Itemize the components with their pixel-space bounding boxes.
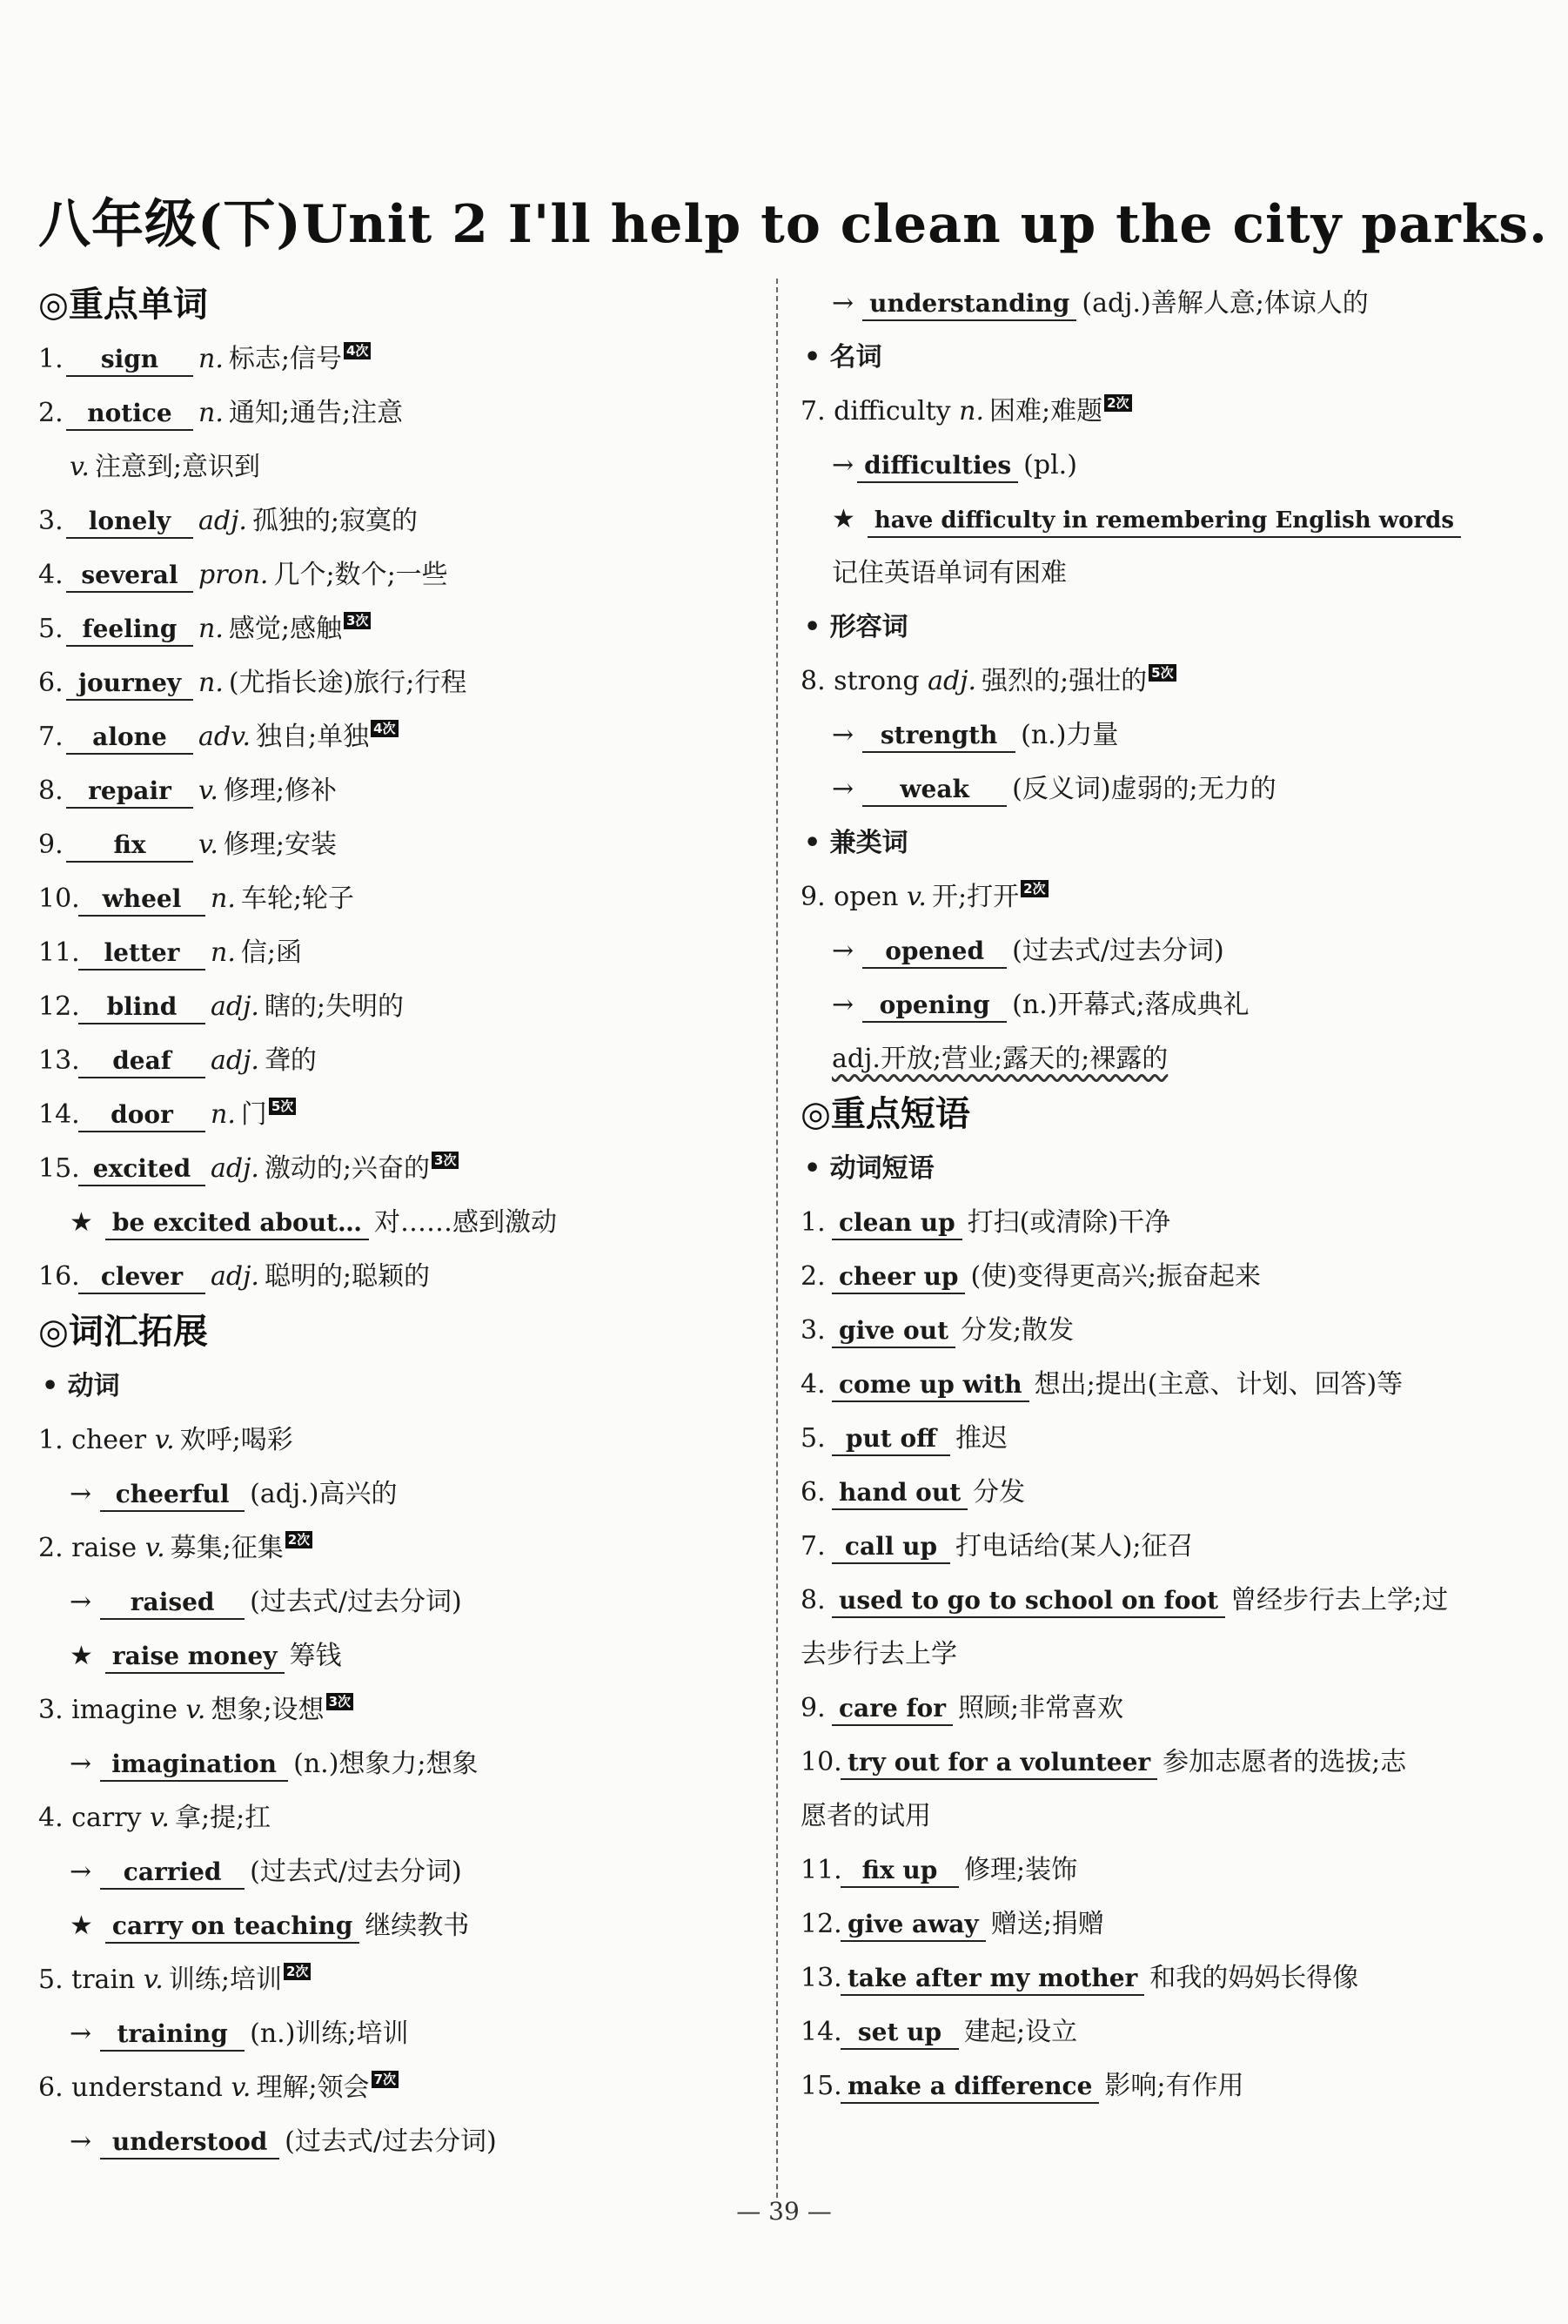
key-word-item [38,1034,761,1088]
derivative-line [801,978,1514,1032]
adj-strong [801,655,1514,709]
derivative-line [38,1468,761,1521]
meaning: 推迟 [955,1423,1008,1454]
part-of-speech: v. [144,1533,165,1563]
item-number: 10. [801,1747,842,1777]
key-word-item [38,980,761,1034]
part-of-speech: adj. [928,666,977,696]
answer-blank: take after my mother [841,1963,1144,1996]
item-number: 3. [801,1315,826,1346]
answer-blank: set up [841,2017,959,2050]
derivative-line [38,1737,761,1791]
item-number: 14. [801,2017,842,2047]
item-number: 4. [801,1369,826,1400]
meaning: 打电话给(某人);征召 [955,1531,1194,1562]
column-divider [776,279,778,2198]
meaning: 孤独的;寂寞的 [251,506,419,536]
headword: 1. cheer [38,1425,147,1455]
answer-blank: call up [832,1531,950,1564]
meaning: 开;打开 [931,882,1020,912]
item-number: 1. [801,1207,826,1238]
section-heading-key-words: ◎重点单词 [38,285,208,325]
part-of-speech: n. [198,398,224,428]
answer-blank: be excited about… [105,1207,369,1240]
derivative-line [801,762,1514,816]
star-icon: ★ [832,504,855,534]
phrase-item [801,1897,1514,1951]
note: (过去式/过去分词) [250,1857,462,1887]
frequency-badge: 7次 [372,2071,399,2088]
key-word-16 [38,1250,761,1304]
meaning: 修理;装饰 [964,1855,1078,1885]
frequency-badge: 2次 [284,1963,311,1980]
headword: 7. difficulty [801,396,951,427]
answer-blank: letter [78,937,205,971]
part-of-speech: n. [211,937,236,968]
note: (过去式/过去分词) [250,1587,462,1617]
part-of-speech: n. [198,344,224,374]
answer-blank: training [100,2018,245,2052]
star-phrase-line [38,1899,761,1953]
category-adj: • 形容词 [804,612,908,642]
phrase-item [801,1358,1514,1412]
answer-blank: sign [66,344,193,377]
key-word-item [38,764,761,818]
star-phrase-line [38,1629,761,1683]
part-of-speech: n. [211,1099,236,1130]
key-word-item [38,872,761,926]
part-of-speech: v. [143,1965,164,1995]
answer-blank: weak [862,774,1007,807]
part-of-speech: adj. [211,991,259,1022]
part-of-speech: v. [150,1803,170,1833]
multi-open [801,870,1514,924]
answer-blank: used to go to school on foot [832,1585,1225,1618]
derivative-line [801,277,1514,331]
item-number: 16. [38,1261,80,1292]
arrow-icon: → [832,450,854,480]
part-of-speech: v. [198,830,218,860]
part-of-speech: v. [907,882,927,912]
adj-meaning-line [801,1032,1514,1086]
answer-blank: give away [841,1909,986,1942]
part-of-speech: n. [198,668,224,698]
key-word-item [38,332,761,386]
meaning: 感觉;感触 [228,614,342,644]
arrow-icon: → [832,990,854,1020]
excited-star-line [38,1196,761,1250]
item-number: 12. [38,991,80,1022]
answer-blank: lonely [66,506,193,539]
note: (过去式/过去分词) [285,2126,497,2157]
answer-blank: fix up [841,1855,959,1888]
verb-train [38,1953,761,2007]
item-number: 7. [38,722,64,752]
answer-blank: fix [66,830,193,863]
arrow-icon: → [70,2018,92,2049]
meaning: 通知;通告;注意 [228,398,404,428]
meaning: 瞎的;失明的 [264,991,405,1022]
answer-blank: carried [100,1857,245,1890]
item-number: 3. [38,506,64,536]
phrase-item [801,1466,1514,1520]
note: (adj.)善解人意;体谅人的 [1082,288,1369,319]
item-number: 8. [38,776,64,806]
part-of-speech: adv. [198,722,251,752]
answer-blank: feeling [66,614,193,647]
section-heading-phrases: ◎重点短语 [801,1094,970,1134]
item-number: 13. [801,1963,842,1993]
arrow-icon: → [70,1587,92,1617]
meaning: 聪明的;聪颖的 [264,1261,431,1292]
item-number: 15. [38,1153,80,1184]
star-phrase-meaning: 记住英语单词有困难 [832,558,1067,588]
answer-blank: carry on teaching [105,1911,359,1944]
phrase-item [801,1196,1514,1250]
answer-blank: care for [832,1693,953,1726]
answer-blank: imagination [100,1749,288,1782]
part-of-speech: adj. [211,1261,259,1292]
arrow-icon: → [70,2126,92,2157]
item-number: 11. [38,937,80,968]
category-multi: • 兼类词 [804,828,908,858]
item-number: 2. [801,1261,826,1292]
headword: 9. open [801,882,899,912]
answer-blank: opening [862,990,1007,1023]
frequency-badge: 5次 [1149,664,1176,682]
part-of-speech: v. [185,1695,206,1725]
meaning: 独自;单独 [256,722,370,752]
meaning: 和我的妈妈长得像 [1149,1963,1359,1993]
answer-blank: raised [100,1587,245,1620]
meaning: 训练;培训 [168,1965,282,1995]
answer-blank: journey [66,668,193,701]
part-of-speech: pron. [198,560,269,590]
derivative-line [38,2007,761,2061]
arrow-icon: → [70,1479,92,1509]
meaning: 影响;有作用 [1104,2071,1244,2101]
answer-blank: alone [66,722,193,755]
phrase-item [801,1304,1514,1358]
meaning: 分发;散发 [961,1315,1075,1346]
meaning: 车轮;轮子 [240,883,354,914]
key-words-list [38,332,761,1196]
phrase-item [801,1412,1514,1466]
answer-blank: several [66,560,193,593]
right-column [801,277,1514,2113]
answer-blank: cheerful [100,1479,245,1512]
item-number: 7. [801,1531,826,1562]
headword: 5. train [38,1965,136,1995]
noun-difficulty [801,385,1514,439]
derivative-line [801,924,1514,978]
meaning: 强烈的;强壮的 [982,666,1148,696]
item-number: 5. [38,614,64,644]
answer-blank: clever [78,1261,205,1294]
item-number: 13. [38,1045,80,1076]
key-word-item [38,440,761,494]
meaning: 曾经步行去上学;过 [1230,1585,1449,1615]
meaning: 建起;设立 [964,2017,1078,2047]
part-of-speech: v. [198,776,218,806]
item-number: 15. [801,2071,842,2101]
note: (pl.) [1023,450,1077,480]
part-of-speech: adj. [211,1153,259,1184]
frequency-badge: 3次 [432,1152,459,1169]
item-number: 9. [801,1693,826,1723]
note: (过去式/过去分词) [1012,936,1224,966]
item-number: 11. [801,1855,842,1885]
key-word-item [38,710,761,764]
frequency-badge: 3次 [326,1693,353,1710]
arrow-icon: → [832,936,854,966]
answer-blank: have difficulty in remembering English words [868,505,1461,538]
answer-blank: put off [832,1423,950,1456]
key-word-item [38,548,761,602]
verb-carry [38,1791,761,1845]
answer-blank: try out for a volunteer [841,1747,1157,1780]
item-number: 2. [38,398,64,428]
part-of-speech: v. [70,452,90,482]
meaning: 困难;难题 [989,396,1103,427]
answer-blank: notice [66,398,193,431]
meaning: 打扫(或清除)干净 [967,1207,1171,1238]
key-word-item [38,656,761,710]
phrases-list [801,1196,1514,2113]
frequency-badge: 3次 [344,612,371,629]
meaning: 继续教书 [365,1911,470,1941]
meaning: 募集;征集 [170,1533,284,1563]
star-icon: ★ [70,1641,93,1671]
answer-blank: give out [832,1315,955,1348]
meaning: 对……感到激动 [374,1207,558,1238]
verb-cheer [38,1414,761,1468]
star-phrase-line [801,493,1514,547]
note: (n.)力量 [1021,720,1119,750]
answer-blank: deaf [78,1045,205,1078]
note: (adj.)高兴的 [250,1479,398,1509]
frequency-badge: 4次 [344,342,371,359]
headword: 2. raise [38,1533,137,1563]
phrase-item [801,2059,1514,2113]
phrase-item [801,1951,1514,2005]
part-of-speech: adj. [211,1045,259,1076]
answer-blank: cheer up [832,1261,965,1294]
derivative-line [38,2115,761,2169]
meaning: 注意到;意识到 [94,452,261,482]
meaning: 欢呼;喝彩 [179,1425,293,1455]
part-of-speech: v. [154,1425,175,1455]
meaning: 分发 [973,1477,1026,1508]
derivative-line [801,439,1514,493]
star-icon: ★ [70,1207,93,1238]
phrase-item [801,1250,1514,1304]
page-number: — 39 — [736,2197,832,2226]
note: (反义词)虚弱的;无力的 [1012,774,1277,804]
phrase-item [801,1574,1514,1628]
arrow-icon: → [832,774,854,804]
headword: 4. carry [38,1803,142,1833]
arrow-icon: → [832,288,854,319]
headword: 8. strong [801,666,920,696]
meaning: 参加志愿者的选拔;志 [1163,1747,1407,1777]
phrase-item [801,1520,1514,1574]
verb-imagine [38,1683,761,1737]
answer-blank: wheel [78,883,205,917]
answer-blank: repair [66,776,193,809]
meaning: 理解;领会 [256,2072,370,2103]
part-of-speech: adj. [198,506,247,536]
category-verb-phrase: • 动词短语 [804,1153,935,1184]
item-number: 14. [38,1099,80,1130]
part-of-speech: n. [198,614,224,644]
answer-blank: door [78,1099,205,1132]
answer-blank: opened [862,936,1007,969]
section-heading-expansion: ◎词汇拓展 [38,1312,208,1352]
frequency-badge: 2次 [1104,394,1131,412]
note: (n.)想象力;想象 [293,1749,479,1779]
answer-blank: understanding [862,288,1076,321]
arrow-icon: → [70,1749,92,1779]
frequency-badge: 2次 [1021,880,1048,897]
item-number: 5. [801,1423,826,1454]
frequency-badge: 2次 [285,1531,312,1548]
meaning: 想象;设想 [211,1695,325,1725]
meaning: 拿;提;扛 [174,1803,271,1833]
derivative-line [38,1575,761,1629]
meaning: 想出;提出(主意、计划、回答)等 [1034,1369,1404,1400]
answer-blank: raise money [105,1641,285,1674]
answer-blank: come up with [832,1369,1029,1402]
star-icon: ★ [70,1911,93,1941]
frequency-badge: 4次 [371,720,398,737]
phrase-item [801,1682,1514,1736]
answer-blank: blind [78,991,205,1024]
answer-blank: hand out [832,1477,968,1510]
headword: 6. understand [38,2072,223,2103]
meaning: 赠送;捐赠 [990,1909,1104,1939]
item-number: 12. [801,1909,842,1939]
note: (n.)训练;培训 [250,2018,409,2049]
item-number: 6. [801,1477,826,1508]
meaning: 门 [240,1099,267,1130]
part-of-speech: n. [959,396,984,427]
derivative-line [38,1845,761,1899]
wavy-answer: adj.开放;营业;露天的;裸露的 [832,1044,1169,1074]
meaning: 照顾;非常喜欢 [957,1693,1124,1723]
meaning: (尤指长途)旅行;行程 [228,668,467,698]
meaning: 标志;信号 [228,344,342,374]
answer-blank: clean up [832,1207,962,1240]
derivative-line [801,709,1514,762]
key-word-item [38,1142,761,1196]
meaning: (使)变得更高兴;振奋起来 [970,1261,1261,1292]
meaning: 激动的;兴奋的 [264,1153,431,1184]
part-of-speech: v. [231,2072,251,2103]
key-word-item [38,386,761,440]
meaning: 几个;数个;一些 [273,560,448,590]
meaning: 信;函 [240,937,302,968]
phrase-item [801,1844,1514,1897]
meaning: 修理;修补 [223,776,338,806]
item-number: 6. [38,668,64,698]
answer-blank: strength [862,720,1015,753]
item-number: 9. [38,830,64,860]
meaning: 筹钱 [289,1641,342,1671]
frequency-badge: 5次 [269,1098,296,1115]
key-word-item [38,602,761,656]
key-word-item [38,926,761,980]
phrase-meaning-continued: 去步行去上学 [801,1639,957,1669]
page-title: 八年级(下)Unit 2 I'll help to clean up the city parks. [38,194,1548,255]
item-number: 8. [801,1585,826,1615]
answer-blank: difficulties [857,450,1018,483]
category-verb: • 动词 [42,1371,120,1401]
verb-understand [38,2061,761,2115]
note: (n.)开幕式;落成典礼 [1012,990,1250,1020]
key-word-item [38,494,761,548]
meaning: 聋的 [264,1045,317,1076]
headword: 3. imagine [38,1695,178,1725]
phrase-item [801,1736,1514,1790]
verb-raise [38,1521,761,1575]
arrow-icon: → [70,1857,92,1887]
phrase-meaning-continued: 愿者的试用 [801,1801,931,1831]
meaning: 修理;安装 [223,830,338,860]
item-number: 10. [38,883,80,914]
phrase-item [801,2005,1514,2059]
answer-blank: excited [78,1153,205,1186]
part-of-speech: n. [211,883,236,914]
answer-blank: make a difference [841,2071,1099,2104]
key-word-item [38,818,761,872]
answer-blank: understood [100,2126,279,2159]
key-word-item [38,1088,761,1142]
left-column [38,277,761,2169]
item-number: 4. [38,560,64,590]
arrow-icon: → [832,720,854,750]
item-number: 1. [38,344,64,374]
category-noun: • 名词 [804,342,882,373]
